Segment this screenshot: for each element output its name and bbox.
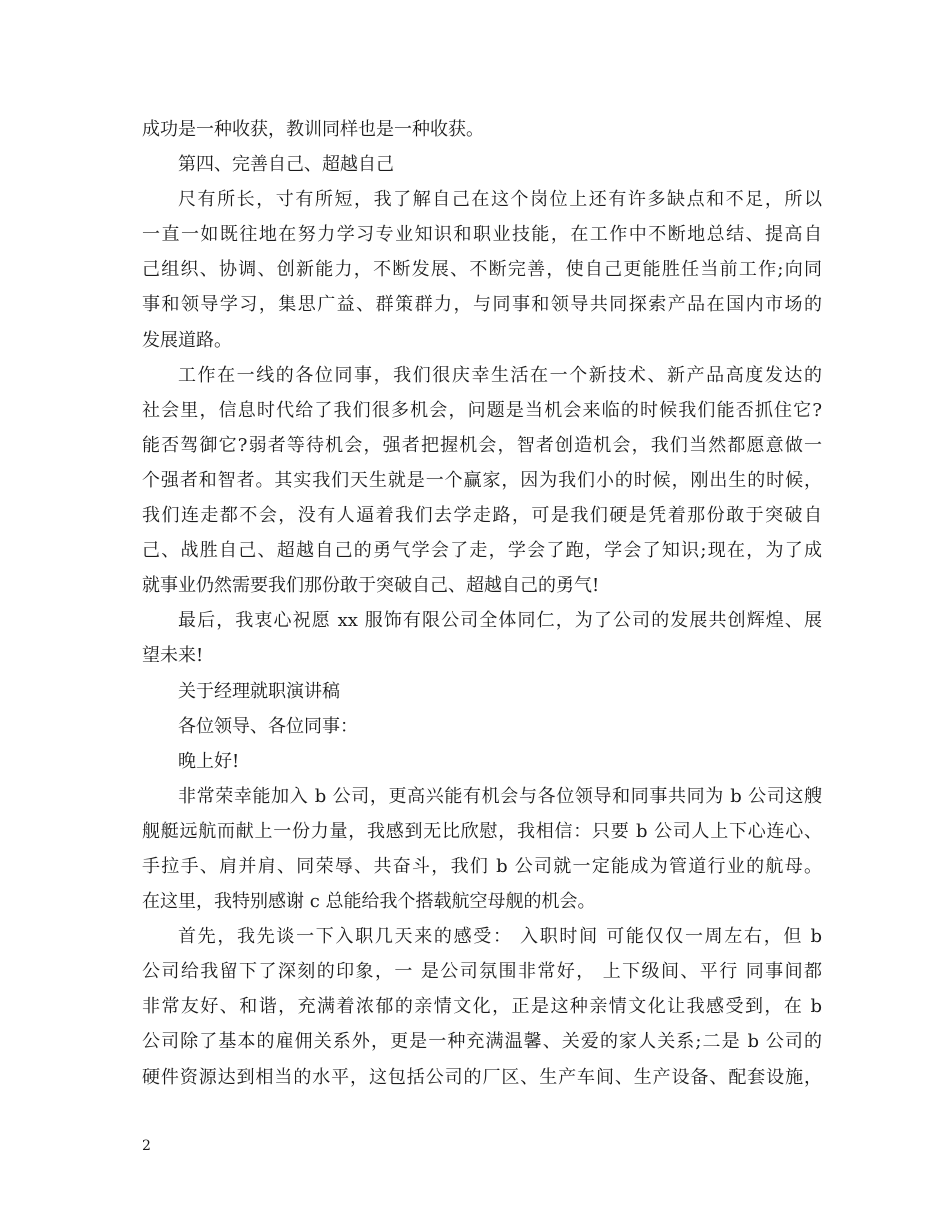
section-heading: 第四、完善自己、超越自己 bbox=[178, 154, 394, 176]
text-line: 工作在一线的各位同事，我们很庆幸生活在一个新技术、新产品高度发达的 bbox=[178, 364, 822, 386]
text-line: 一直一如既往地在努力学习专业知识和职业技能，在工作中不断地总结、提高自 bbox=[142, 224, 822, 246]
speech-title: 关于经理就职演讲稿 bbox=[178, 680, 340, 702]
text-line: 公司给我留下了深刻的印象，一 是公司氛围非常好， 上下级间、平行 同事间都 bbox=[142, 961, 822, 983]
text-line: 成功是一种收获，教训同样也是一种收获。 bbox=[142, 119, 484, 140]
salutation: 各位领导、各位同事： bbox=[178, 715, 358, 737]
text-line: 能否驾御它?弱者等待机会，强者把握机会，智者创造机会，我们当然都愿意做一 bbox=[142, 434, 822, 456]
text-line: 最后，我衷心祝愿 xx 服饰有限公司全体同仁，为了公司的发展共创辉煌、展 bbox=[178, 610, 822, 632]
text-line: 事和领导学习，集思广益、群策群力，与同事和领导共同探索产品在国内市场的 bbox=[142, 294, 822, 316]
page-number: 2 bbox=[142, 1138, 151, 1154]
text-line: 首先，我先谈一下入职几天来的感受： 入职时间 可能仅仅一周左右，但 b bbox=[178, 926, 822, 948]
text-line: 望未来! bbox=[142, 645, 204, 667]
greeting: 晚上好! bbox=[178, 750, 240, 772]
text-line: 己组织、协调、创新能力，不断发展、不断完善，使自己更能胜任当前工作;向同 bbox=[142, 259, 822, 281]
text-line: 在这里，我特别感谢 c 总能给我个搭载航空母舰的机会。 bbox=[142, 891, 596, 913]
text-line: 就事业仍然需要我们那份敢于突破自己、超越自己的勇气! bbox=[142, 575, 600, 597]
text-line: 非常友好、和谐，充满着浓郁的亲情文化，正是这种亲情文化让我感受到，在 b bbox=[142, 996, 822, 1018]
text-line: 非常荣幸能加入 b 公司，更高兴能有机会与各位领导和同事共同为 b 公司这艘 bbox=[178, 785, 822, 807]
text-line: 手拉手、肩并肩、同荣辱、共奋斗，我们 b 公司就一定能成为管道行业的航母。 bbox=[142, 855, 822, 877]
text-line: 社会里，信息时代给了我们很多机会，问题是当机会来临的时候我们能否抓住它? bbox=[142, 399, 822, 421]
text-line: 硬件资源达到相当的水平，这包括公司的厂区、生产车间、生产设备、配套设施， bbox=[142, 1066, 822, 1088]
text-line: 舰艇远航而献上一份力量，我感到无比欣慰，我相信：只要 b 公司人上下心连心、 bbox=[142, 820, 822, 842]
text-line: 己、战胜自己、超越自己的勇气学会了走，学会了跑，学会了知识;现在，为了成 bbox=[142, 540, 822, 562]
text-line: 尺有所长，寸有所短，我了解自己在这个岗位上还有许多缺点和不足，所以 bbox=[178, 189, 822, 211]
text-line: 我们连走都不会，没有人逼着我们去学走路，可是我们硬是凭着那份敢于突破自 bbox=[142, 505, 822, 527]
text-line: 发展道路。 bbox=[142, 329, 232, 351]
text-line: 个强者和智者。其实我们天生就是一个赢家，因为我们小的时候，刚出生的时候， bbox=[142, 469, 822, 491]
document-page bbox=[142, 112, 822, 1095]
text-line: 公司除了基本的雇佣关系外，更是一种充满温馨、关爱的家人关系;二是 b 公司的 bbox=[142, 1031, 822, 1053]
